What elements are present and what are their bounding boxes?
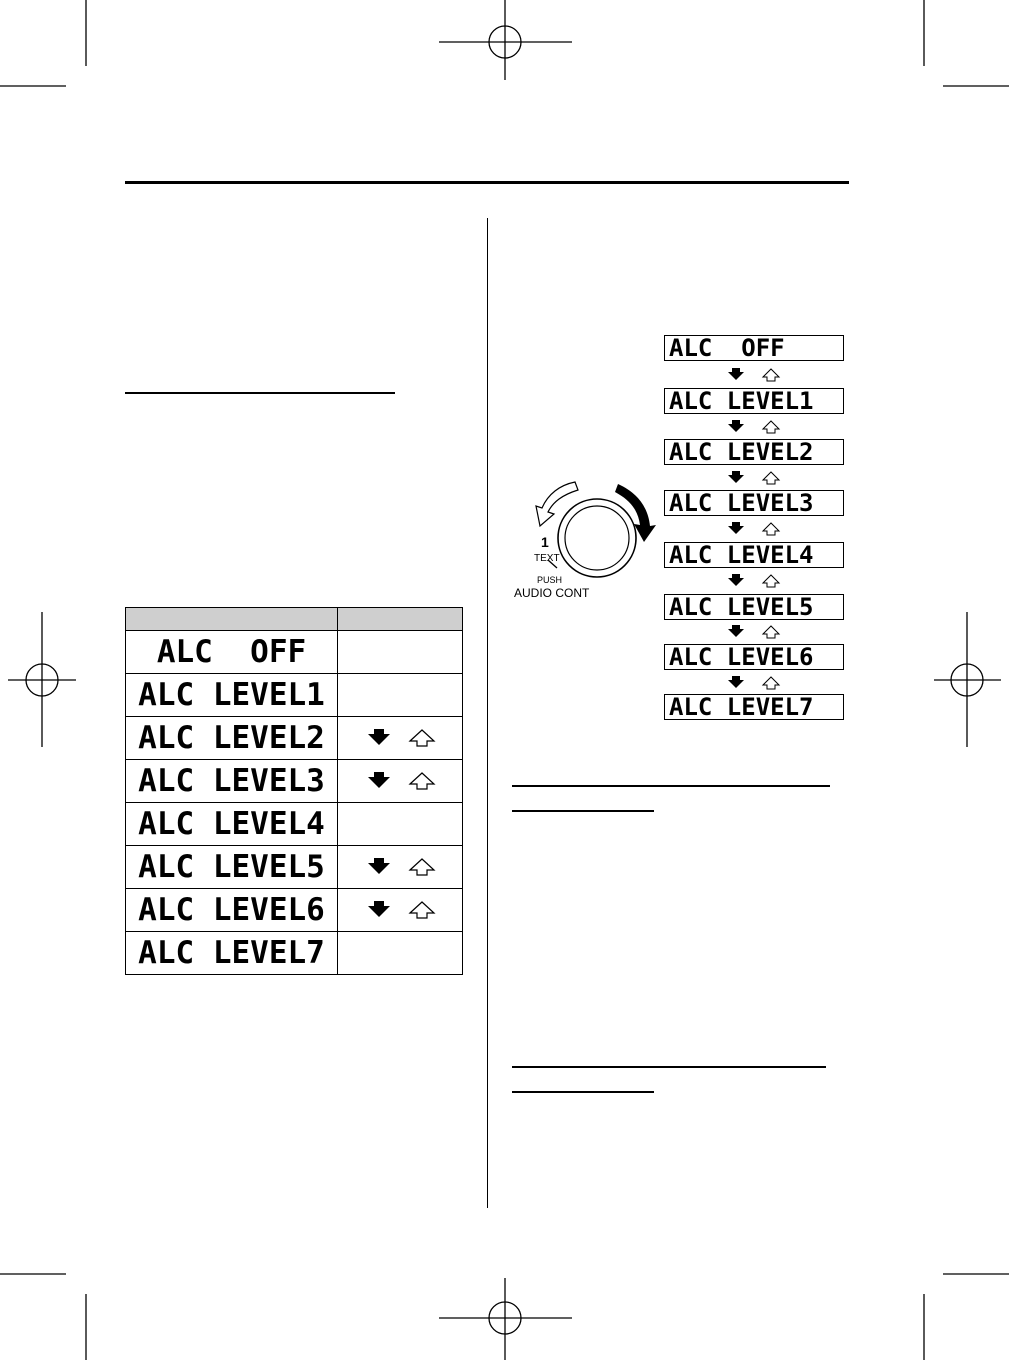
table-row xyxy=(126,717,462,760)
table-row xyxy=(126,932,462,974)
arrow-cell xyxy=(338,846,462,888)
lcd-display: ALC LEVEL6 xyxy=(664,644,844,670)
down-up-arrows-icon xyxy=(364,899,436,921)
down-up-arrows-icon xyxy=(364,727,436,749)
table-row xyxy=(126,889,462,932)
down-up-arrows-icon xyxy=(364,856,436,878)
lcd-display: ALC LEVEL1 xyxy=(664,388,844,414)
alc-display-label: ALC LEVEL4 xyxy=(126,803,338,845)
arrow-cell xyxy=(338,717,462,759)
down-up-arrows-icon xyxy=(726,420,786,434)
alc-display-label: ALC LEVEL1 xyxy=(126,674,338,716)
table-header xyxy=(126,608,462,631)
knob-push-label: PUSH xyxy=(537,575,563,585)
alc-display-label: ALC LEVEL5 xyxy=(126,846,338,888)
right-section-underline-1a xyxy=(512,785,830,787)
arrow-cell xyxy=(338,803,462,845)
left-section-underline xyxy=(125,392,395,394)
down-up-arrows-icon xyxy=(726,471,786,485)
lcd-display: ALC LEVEL7 xyxy=(664,694,844,720)
down-up-arrows-icon xyxy=(726,368,786,382)
alc-display-label: ALC LEVEL7 xyxy=(126,932,338,974)
lcd-display: ALC LEVEL4 xyxy=(664,542,844,568)
alc-display-label: ALC LEVEL6 xyxy=(126,889,338,931)
arrow-cell xyxy=(338,889,462,931)
down-up-arrows-icon xyxy=(726,574,786,588)
alc-display-label: ALC LEVEL2 xyxy=(126,717,338,759)
right-section-underline-2b xyxy=(512,1091,654,1093)
down-up-arrows-icon xyxy=(726,522,786,536)
right-section-underline-1b xyxy=(512,810,654,812)
table-row xyxy=(126,803,462,846)
knob-text-label: TEXT xyxy=(534,553,560,564)
arrow-cell xyxy=(338,932,462,974)
alc-display-label: ALC OFF xyxy=(126,631,338,673)
table-row xyxy=(126,631,462,674)
lcd-display: ALC LEVEL5 xyxy=(664,594,844,620)
lcd-display: ALC LEVEL2 xyxy=(664,439,844,465)
header-rule xyxy=(125,181,849,184)
alc-display-label: ALC LEVEL3 xyxy=(126,760,338,802)
arrow-cell xyxy=(338,631,462,673)
knob-name-label: AUDIO CONT xyxy=(514,586,590,600)
column-divider xyxy=(487,218,488,1208)
table-row xyxy=(126,846,462,889)
down-up-arrows-icon xyxy=(364,770,436,792)
lcd-display: ALC LEVEL3 xyxy=(664,490,844,516)
arrow-cell xyxy=(338,760,462,802)
arrow-cell xyxy=(338,674,462,716)
table-row xyxy=(126,760,462,803)
right-section-underline-2a xyxy=(512,1066,826,1068)
down-up-arrows-icon xyxy=(726,625,786,639)
table-header-col2 xyxy=(338,608,462,630)
table-row xyxy=(126,674,462,717)
knob-number-label: 1 xyxy=(541,534,549,550)
alc-level-table xyxy=(125,607,463,975)
lcd-display: ALC OFF xyxy=(664,335,844,361)
down-up-arrows-icon xyxy=(726,676,786,690)
table-header-col1 xyxy=(126,608,338,630)
